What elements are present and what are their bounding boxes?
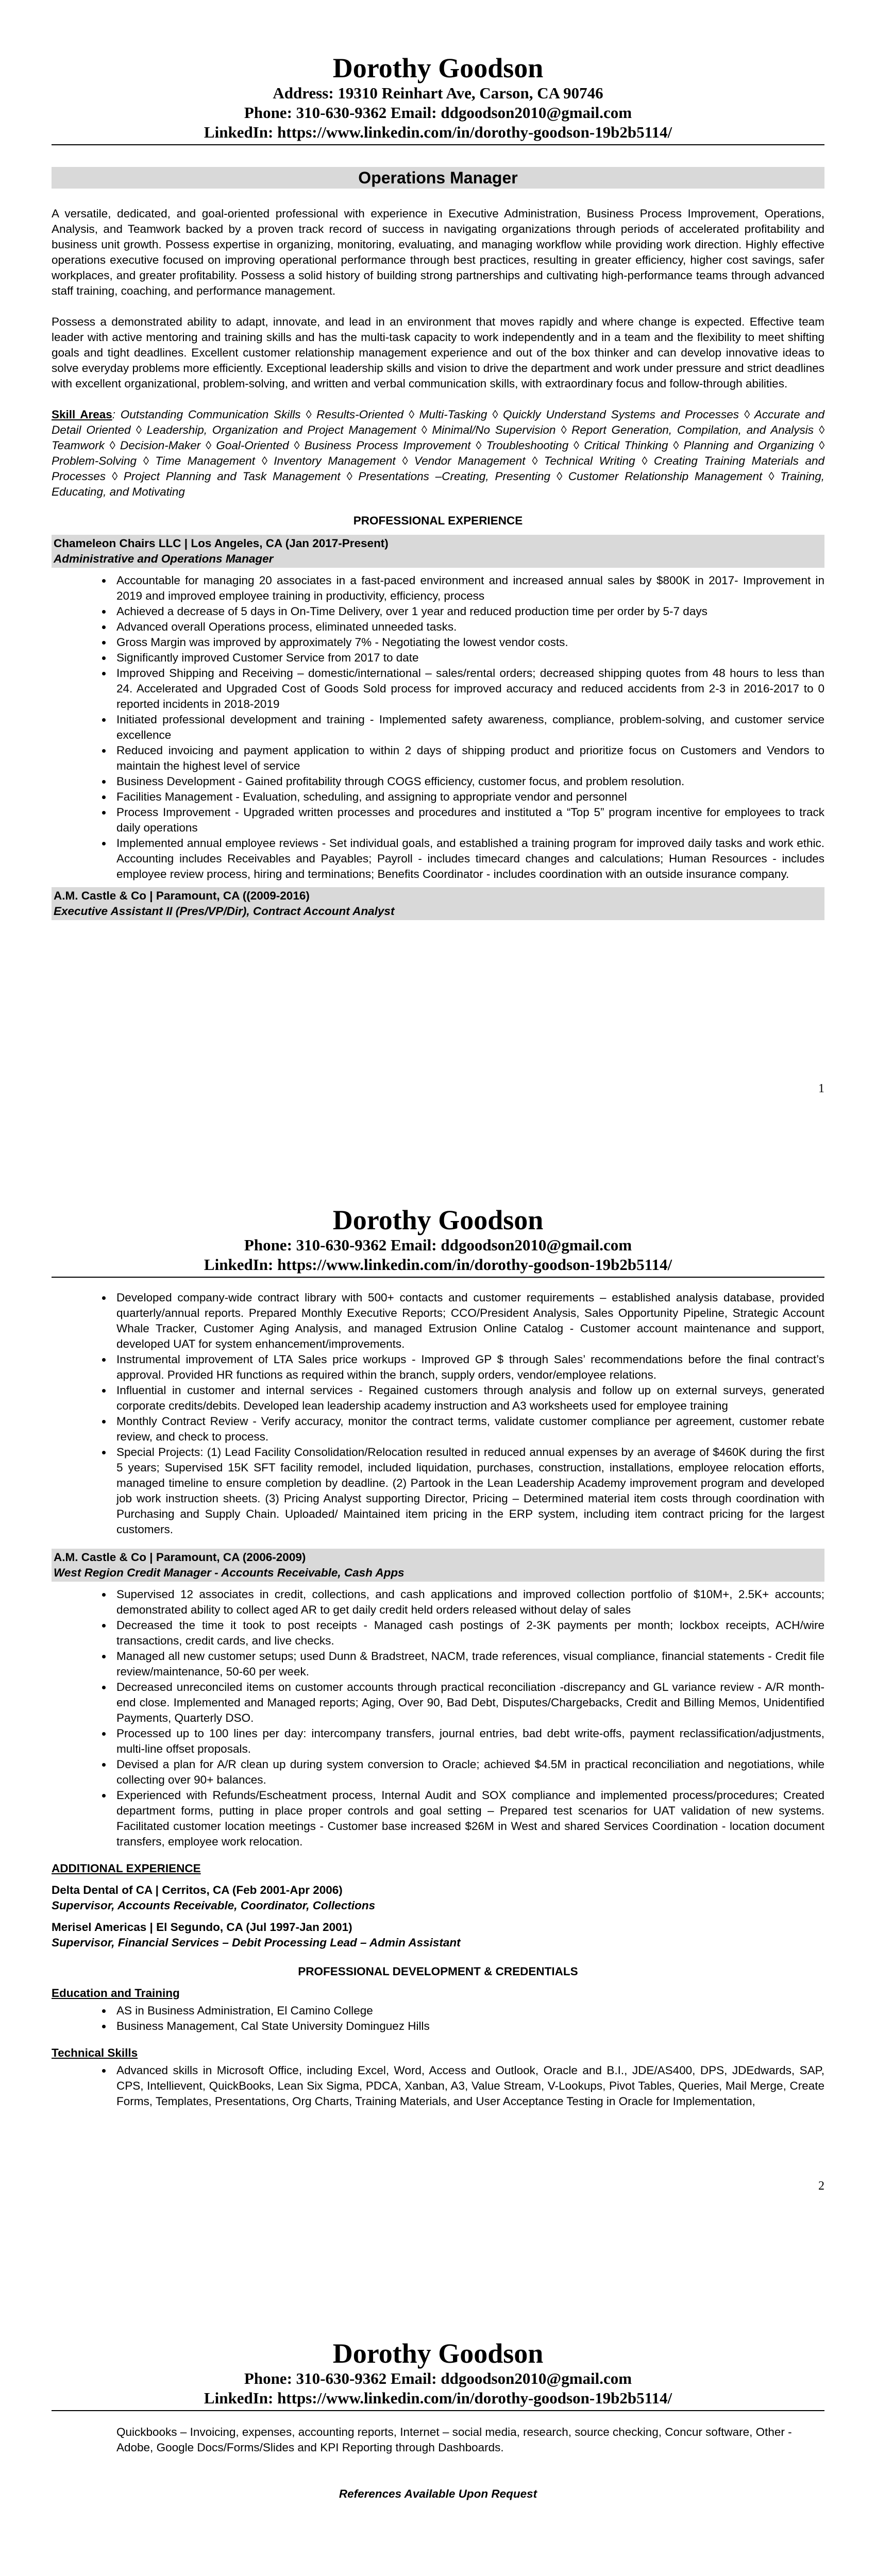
resume-body bbox=[52, 1290, 824, 2109]
job-company: Delta Dental of CA | Cerritos, CA (Feb 2001-Apr 2006) bbox=[52, 1884, 343, 1896]
contact-line: Phone: 310-630-9362 Email: ddgoodson2010@gmail.com bbox=[244, 2369, 632, 2387]
list-item: • AS in Business Administration, El Camino College bbox=[112, 2003, 824, 2019]
list-item: • Initiated professional development and training - Implemented safety awareness, compliance, problem-solving, and customer service excellence bbox=[112, 712, 824, 743]
resume-body bbox=[52, 2425, 824, 2502]
contact-line: Phone: 310-630-9362 Email: ddgoodson2010@gmail.com bbox=[244, 104, 632, 122]
list-item: • Decreased the time it took to post receipts - Managed cash postings of 2-3K payments per month; lockbox receipts, ACH/wire transactions, credit cards, and live checks. bbox=[112, 1618, 824, 1649]
list-item: • Improved Shipping and Receiving – domestic/international – sales/rental orders; decreased shipping quotes from 48 hours to less than 24. Accelerated and Upgraded Cost of Goods Sold process for improved accuracy and reduced accidents from 2-3 in 2016-2017 to 0 reported incidents in 2018-2019 bbox=[112, 666, 824, 712]
list-item: • Experienced with Refunds/Escheatment process, Internal Audit and SOX compliance and implemented process/procedures; Created department forms, putting in place proper controls and goal setting – Prepared test scenarios for UAT validation of new systems. Facilitated customer location meetings - Customer base increased $26M in West and shared Services Coordination - location document transfers, employee work relocation. bbox=[112, 1788, 824, 1850]
job-role: Supervisor, Financial Services – Debit Processing Lead – Admin Assistant bbox=[52, 1936, 461, 1949]
professional-development-heading: PROFESSIONAL DEVELOPMENT & CREDENTIALS bbox=[298, 1965, 578, 1978]
resume-body bbox=[52, 189, 824, 920]
header-divider bbox=[52, 144, 824, 145]
candidate-name: Dorothy Goodson bbox=[332, 53, 544, 83]
list-item: • Managed all new customer setups; used Dunn & Bradstreet, NACM, trade references, visual compliance, financial statements - Credit file review/maintenance, 50-60 per week. bbox=[112, 1649, 824, 1680]
list-item: • Gross Margin was improved by approximately 7% - Negotiating the lowest vendor costs. bbox=[112, 635, 824, 650]
resume-header bbox=[52, 1133, 824, 1275]
job-company: A.M. Castle & Co | Paramount, CA ((2009-2016) bbox=[54, 889, 310, 902]
list-item: • Instrumental improvement of LTA Sales price workups - Improved GP $ through Sales’ recommendations before the final contract’s approval. Provided HR functions as required within the branch, supply orders, vendor/employee relations. bbox=[112, 1352, 824, 1383]
experience-heading: PROFESSIONAL EXPERIENCE bbox=[353, 514, 523, 527]
list-item: • Processed up to 100 lines per day: intercompany transfers, journal entries, bad debt write-offs, payment reclassification/adjustments, multi-line offset proposals. bbox=[112, 1726, 824, 1757]
resume-header bbox=[52, 2267, 824, 2408]
job-company: Merisel Americas | El Segundo, CA (Jul 1997-Jan 2001) bbox=[52, 1921, 352, 1934]
job-bullets bbox=[52, 1587, 824, 1850]
list-item: • Monthly Contract Review - Verify accuracy, monitor the contract terms, validate customer compliance per agreement, customer rebate review, and check to process. bbox=[112, 1414, 824, 1445]
additional-experience-heading: ADDITIONAL EXPERIENCE bbox=[52, 1862, 201, 1875]
education-heading: Education and Training bbox=[52, 1987, 180, 1999]
linkedin-line[interactable]: LinkedIn: https://www.linkedin.com/in/dorothy-goodson-19b2b5114/ bbox=[204, 1256, 672, 1274]
technical-skills-list bbox=[52, 2063, 824, 2109]
linkedin-line[interactable]: LinkedIn: https://www.linkedin.com/in/dorothy-goodson-19b2b5114/ bbox=[204, 123, 672, 141]
resume-page-3 bbox=[0, 2267, 876, 2576]
skill-areas-list: : Outstanding Communication Skills ◊ Results-Oriented ◊ Multi-Tasking ◊ Quickly Understand Systems and Processes ◊ Accurate and Detail Oriented ◊ Leadership, Organization and Project Management ◊ Minimal/No Supervision ◊ Report Generation, Compilation, and Analysis ◊ Teamwork ◊ Decision-Maker ◊ Goal-Oriented ◊ Business Process Improvement ◊ Troubleshooting ◊ Critical Thinking ◊ Planning and Organizing ◊ Problem-Solving ◊ Time Management ◊ Inventory Management ◊ Vendor Management ◊ Technical Writing ◊ Creating Training Materials and Processes ◊ Project Planning and Task Management ◊ Presentations –Creating, Presenting ◊ Customer Relationship Management ◊ Training, Educating, and Motivating bbox=[52, 408, 824, 498]
summary-paragraph: Possess a demonstrated ability to adapt, innovate, and lead in an environment that moves rapidly and where change is expected. Effective team leader with active mentoring and training skills and has the multi-task capacity to work independently and in a team and the flexibility to meet shifting goals and tight deadlines. Excellent customer relationship management experience and out of the box thinker and can develop innovative ideas to solve everyday problems more efficiently. Exceptional leadership skills and vision to drive the department and work under pressure and strict deadlines with excellent organizational, problem-solving, and written and verbal communication skills, with extraordinary focus and follow-through abilities. bbox=[52, 315, 824, 390]
list-item: • Business Management, Cal State University Dominguez Hills bbox=[112, 2019, 824, 2034]
list-item: • Influential in customer and internal services - Regained customers through analysis and follow up on external surveys, generated corporate credits/debits. Developed lean leadership academy instruction and A3 worksheets used for employee training bbox=[112, 1383, 824, 1414]
list-item: • Reduced invoicing and payment application to within 2 days of shipping product and prioritize focus on Customers and Vendors to maintain the highest level of service bbox=[112, 743, 824, 774]
list-item: • Decreased unreconciled items on customer accounts through practical reconciliation -discrepancy and GL variance review - A/R month-end close. Implemented and Managed reports; Aging, Over 90, Bad Debt, Disputes/Chargebacks, Credit and Billing Memos, Unidentified Payments, Quarterly DSO. bbox=[112, 1680, 824, 1726]
education-list bbox=[52, 2003, 824, 2034]
list-item: • Developed company-wide contract library with 500+ contacts and customer requirements – established analysis database, provided quarterly/annual reports. Prepared Monthly Executive Reports; CCO/President Analysis, Sales Opportunity Pipeline, Strategic Account Whale Tracker, Customer Aging Analysis, and managed Extrusion Online Catalog - Customer account maintenance and support, developed UAT for system enhancement/improvements. bbox=[112, 1290, 824, 1352]
list-item: • Process Improvement - Upgraded written processes and procedures and instituted a “Top 5” program incentive for employees to track daily operations bbox=[112, 805, 824, 836]
list-item: • Significantly improved Customer Service from 2017 to date bbox=[112, 650, 824, 666]
list-item: • Special Projects: (1) Lead Facility Consolidation/Relocation resulted in reduced annual expenses by an average of $460K during the first 5 years; Supervised 15K SFT facility remodel, included liquidation, purchases, construction, installations, employee relocation efforts, managed timeline to ensure completion by deadline. (2) Partook in the Lean Leadership Academy improvement program and developed job work instruction sheets. (3) Pricing Analyst supporting Director, Pricing – Determined material item costs through coordination with Purchasing and Supply Chain. Uploaded/ Maintained item pricing in the ERP system, including item contract pricing for the largest customers. bbox=[112, 1445, 824, 1537]
job-company: A.M. Castle & Co | Paramount, CA (2006-2009) bbox=[54, 1551, 306, 1564]
list-item: • Achieved a decrease of 5 days in On-Time Delivery, over 1 year and reduced production time per order by 5-7 days bbox=[112, 604, 824, 619]
list-item: • Advanced overall Operations process, eliminated unneeded tasks. bbox=[112, 619, 824, 635]
job-role: Administrative and Operations Manager bbox=[54, 552, 274, 565]
job-company: Chameleon Chairs LLC | Los Angeles, CA (Jan 2017-Present) bbox=[54, 537, 389, 550]
header-divider bbox=[52, 2410, 824, 2411]
technical-skills-continued: Quickbooks – Invoicing, expenses, accounting reports, Internet – social media, research, source checking, Concur software, Other - Adobe, Google Docs/Forms/Slides and KPI Reporting through Dashboards. bbox=[116, 2426, 792, 2454]
contact-line: Phone: 310-630-9362 Email: ddgoodson2010@gmail.com bbox=[244, 1236, 632, 1254]
list-item: • Implemented annual employee reviews - Set individual goals, and established a training program for improved daily tasks and work ethic. Accounting includes Receivables and Payables; Payroll - includes timecard changes and calculations; Human Resources - includes employee review process, hiring and terminations; Benefits Coordinator - includes coordination with an outside insurance company. bbox=[112, 836, 824, 882]
candidate-name: Dorothy Goodson bbox=[332, 2338, 544, 2369]
job-bullets bbox=[52, 1290, 824, 1537]
technical-skills-heading: Technical Skills bbox=[52, 2046, 138, 2059]
job-header bbox=[52, 535, 824, 568]
job-role: Executive Assistant II (Pres/VP/Dir), Contract Account Analyst bbox=[54, 905, 395, 918]
additional-job bbox=[52, 1883, 824, 1913]
list-item: • Devised a plan for A/R clean up during system conversion to Oracle; achieved $4.5M in practical reconciliation and negotiations, while collecting over 90+ balances. bbox=[112, 1757, 824, 1788]
address-line: Address: 19310 Reinhart Ave, Carson, CA 90746 bbox=[273, 84, 603, 102]
job-bullets bbox=[52, 573, 824, 882]
header-divider bbox=[52, 1277, 824, 1278]
candidate-name: Dorothy Goodson bbox=[332, 1205, 544, 1235]
resume-page-1 bbox=[0, 0, 876, 1133]
page-number: 2 bbox=[818, 2179, 824, 2193]
job-title-banner: Operations Manager bbox=[52, 167, 824, 189]
resume-page-2 bbox=[0, 1133, 876, 2267]
list-item: • Business Development - Gained profitability through COGS efficiency, customer focus, and problem resolution. bbox=[112, 774, 824, 789]
summary-paragraph: A versatile, dedicated, and goal-oriented professional with experience in Executive Administration, Business Process Improvement, Operations, Analysis, and Teamwork backed by a proven track record of success in navigating organizations through periods of accelerated profitability and business unit growth. Possess expertise in organizing, monitoring, evaluating, and managing workflow while providing work direction. Highly effective operations executive focused on improving operational performance through best practices, resulting in greater efficiency, higher cost savings, safer workplaces, and greater profitability. Possess a solid history of building strong partnerships and cultivating high-performance teams through advanced staff training, coaching, and performance management. bbox=[52, 207, 824, 297]
skill-areas bbox=[52, 407, 824, 500]
skill-areas-label: Skill Areas bbox=[52, 408, 112, 421]
job-role: Supervisor, Accounts Receivable, Coordinator, Collections bbox=[52, 1899, 376, 1912]
list-item: • Accountable for managing 20 associates in a fast-paced environment and increased annual sales by $800K in 2017- Improvement in 2019 and improved employee training in productivity, efficiency, process bbox=[112, 573, 824, 604]
job-header bbox=[52, 887, 824, 920]
resume-header bbox=[52, 0, 824, 142]
references-note: References Available Upon Request bbox=[339, 2487, 537, 2500]
job-role: West Region Credit Manager - Accounts Receivable, Cash Apps bbox=[54, 1566, 405, 1579]
list-item: • Advanced skills in Microsoft Office, including Excel, Word, Access and Outlook, Oracle and B.I., JDE/AS400, DPS, JDEdwards, SAP, CPS, Intellievent, QuickBooks, Lean Six Sigma, PDCA, Xanban, A3, Value Stream, V-Lookups, Pivot Tables, Queries, Mail Merge, Create Forms, Templates, Presentations, Org Charts, Training Materials, and User Acceptance Testing in Oracle for Implementation, bbox=[112, 2063, 824, 2109]
linkedin-line[interactable]: LinkedIn: https://www.linkedin.com/in/dorothy-goodson-19b2b5114/ bbox=[204, 2389, 672, 2407]
list-item: • Facilities Management - Evaluation, scheduling, and assigning to appropriate vendor and personnel bbox=[112, 789, 824, 805]
job-header bbox=[52, 1549, 824, 1582]
page-number: 1 bbox=[818, 1082, 824, 1095]
list-item: • Supervised 12 associates in credit, collections, and cash applications and improved collection portfolio of $10M+, 2.5K+ accounts; demonstrated ability to collect aged AR to get daily credit held orders released without delay of sales bbox=[112, 1587, 824, 1618]
additional-job bbox=[52, 1920, 824, 1951]
